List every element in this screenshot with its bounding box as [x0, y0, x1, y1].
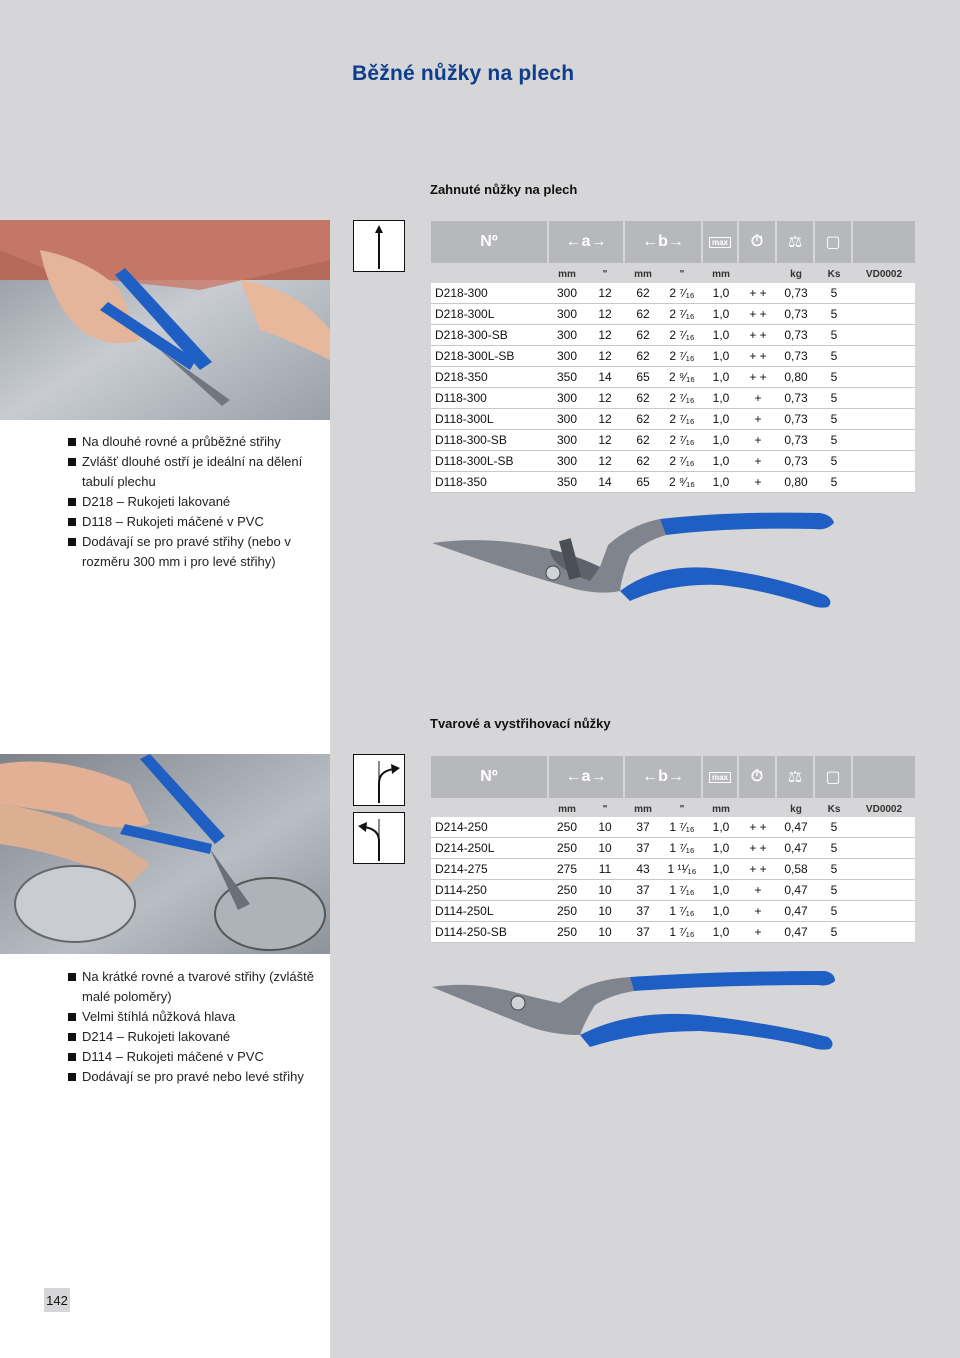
straight-cut-icon	[353, 220, 405, 272]
table-cell: 0,73	[777, 430, 815, 451]
unit-cell: VD0002	[865, 803, 903, 815]
unit-cell: "	[602, 268, 608, 280]
table-cell: +	[739, 901, 777, 922]
table-cell: 1 ⁷⁄₁₆	[661, 901, 703, 922]
table-cell: 250	[549, 817, 585, 838]
table-cell: +	[739, 472, 777, 493]
table-cell: 62	[625, 451, 661, 472]
table-cell: 2 ⁷⁄₁₆	[661, 409, 703, 430]
stopwatch-icon: ⏱	[750, 768, 764, 785]
section2-table-header	[431, 756, 915, 798]
table-cell: 2 ⁷⁄₁₆	[661, 325, 703, 346]
header-weight	[777, 756, 815, 798]
table-cell-blank	[853, 922, 915, 943]
table-row	[431, 325, 915, 346]
table-cell: 12	[585, 430, 625, 451]
table-cell: 1,0	[703, 367, 739, 388]
table-cell: 0,73	[777, 409, 815, 430]
table-cell: 11	[585, 859, 625, 880]
table-cell: 62	[625, 388, 661, 409]
header-b-label: b	[658, 768, 668, 785]
table-row	[431, 901, 915, 922]
table-cell: 14	[585, 472, 625, 493]
section2-bullet-list	[68, 967, 318, 1087]
table-cell: 1,0	[703, 922, 739, 943]
product-code-cell: D118-300L-SB	[431, 451, 549, 472]
unit-cell: mm	[712, 803, 730, 815]
unit-cell: "	[679, 803, 685, 815]
unit-cell: mm	[558, 268, 576, 280]
arrow-left-icon: ←	[642, 233, 659, 250]
table-cell: 250	[549, 880, 585, 901]
table-cell: 300	[549, 304, 585, 325]
header-hardness	[739, 756, 777, 798]
max-thickness-icon: max	[709, 772, 731, 783]
table-cell: 300	[549, 430, 585, 451]
table-cell-blank	[853, 283, 915, 304]
header-a-label: a	[581, 768, 591, 785]
table-cell: 2 ⁹⁄₁₆	[661, 367, 703, 388]
table-row	[431, 367, 915, 388]
table-cell-blank	[853, 367, 915, 388]
table-cell: 300	[549, 388, 585, 409]
header-hardness	[739, 221, 777, 263]
table-cell: 37	[625, 880, 661, 901]
table-cell: 0,47	[777, 838, 815, 859]
table-cell: 1,0	[703, 451, 739, 472]
table-cell: 5	[815, 451, 853, 472]
table-cell: 5	[815, 409, 853, 430]
table-cell: 275	[549, 859, 585, 880]
product-code-cell: D218-300L	[431, 304, 549, 325]
table-cell: +	[739, 388, 777, 409]
table-row	[431, 451, 915, 472]
product-code-cell: D214-275	[431, 859, 549, 880]
table-cell: 1 ¹¹⁄₁₆	[661, 859, 703, 880]
table-cell: 1,0	[703, 325, 739, 346]
table-cell: 10	[585, 922, 625, 943]
table-cell: 2 ⁷⁄₁₆	[661, 451, 703, 472]
table-cell: 0,80	[777, 472, 815, 493]
header-package	[815, 756, 853, 798]
scale-icon: ⚖	[787, 769, 803, 786]
unit-cell: "	[679, 268, 685, 280]
table-cell: 14	[585, 367, 625, 388]
product-code-cell: D214-250L	[431, 838, 549, 859]
table-cell: 62	[625, 325, 661, 346]
header-b-label: b	[658, 233, 668, 250]
section2-photo	[0, 754, 330, 954]
section1-table-header	[431, 221, 915, 263]
table-cell: 2 ⁷⁄₁₆	[661, 304, 703, 325]
unit-cell: kg	[790, 803, 802, 815]
table-cell: 10	[585, 838, 625, 859]
table-cell: 300	[549, 325, 585, 346]
table-cell: 300	[549, 283, 585, 304]
header-max-thickness	[703, 756, 739, 798]
table-cell: 37	[625, 817, 661, 838]
header-b	[625, 756, 703, 798]
table-cell: 43	[625, 859, 661, 880]
table-cell: 5	[815, 325, 853, 346]
header-a-label: a	[581, 233, 591, 250]
table-cell: + +	[739, 859, 777, 880]
table-cell-blank	[853, 451, 915, 472]
arrow-left-icon: ←	[565, 768, 582, 785]
bullet-item: Dodávají se pro pravé střihy (nebo v rozměru 300 mm i pro levé střihy)	[68, 532, 318, 572]
table-cell: 350	[549, 367, 585, 388]
table-cell: 0,58	[777, 859, 815, 880]
table-cell: +	[739, 409, 777, 430]
table-cell: 1,0	[703, 388, 739, 409]
table-cell: 12	[585, 346, 625, 367]
section2-spec-table	[431, 817, 915, 943]
unit-cell: Ks	[827, 803, 841, 815]
section1-product-image	[430, 505, 840, 615]
table-row	[431, 922, 915, 943]
table-cell: 5	[815, 367, 853, 388]
bullet-item: D218 – Rukojeti lakované	[68, 492, 318, 512]
product-code-cell: D114-250L	[431, 901, 549, 922]
table-row	[431, 346, 915, 367]
table-cell: 10	[585, 901, 625, 922]
table-cell: 37	[625, 838, 661, 859]
arrow-right-icon: →	[590, 768, 607, 785]
table-cell-blank	[853, 325, 915, 346]
section2-units-row	[431, 800, 915, 818]
max-thickness-icon: max	[709, 237, 731, 248]
header-weight	[777, 221, 815, 263]
section1-bullet-list	[68, 432, 318, 572]
table-cell: + +	[739, 283, 777, 304]
unit-cell: mm	[712, 268, 730, 280]
arrow-right-icon: →	[667, 768, 684, 785]
table-row	[431, 388, 915, 409]
table-cell: 2 ⁷⁄₁₆	[661, 346, 703, 367]
unit-cell	[431, 265, 549, 283]
table-cell: 1,0	[703, 817, 739, 838]
product-code-cell: D218-300L-SB	[431, 346, 549, 367]
table-cell: 1,0	[703, 838, 739, 859]
table-cell: 65	[625, 472, 661, 493]
table-cell: + +	[739, 346, 777, 367]
table-cell: 37	[625, 901, 661, 922]
table-cell: 5	[815, 304, 853, 325]
header-number: Nº	[431, 756, 549, 798]
table-cell-blank	[853, 901, 915, 922]
table-cell: 62	[625, 283, 661, 304]
product-code-cell: D218-300-SB	[431, 325, 549, 346]
table-row	[431, 304, 915, 325]
unit-cell: mm	[558, 803, 576, 815]
header-max-thickness	[703, 221, 739, 263]
scale-icon: ⚖	[787, 234, 803, 251]
table-cell: 300	[549, 451, 585, 472]
right-curve-cut-icon	[353, 754, 405, 806]
table-cell: 65	[625, 367, 661, 388]
grey-background-panel	[330, 0, 960, 1358]
unit-cell	[431, 800, 549, 818]
header-package	[815, 221, 853, 263]
table-cell: 1,0	[703, 472, 739, 493]
table-cell: 300	[549, 409, 585, 430]
table-cell: +	[739, 922, 777, 943]
box-icon: ▢	[825, 769, 841, 786]
product-code-cell: D118-350	[431, 472, 549, 493]
table-cell: 12	[585, 409, 625, 430]
table-cell: + +	[739, 838, 777, 859]
header-blank	[853, 756, 915, 798]
arrow-left-icon: ←	[642, 768, 659, 785]
table-cell: 10	[585, 880, 625, 901]
unit-cell	[739, 800, 777, 818]
table-cell: 0,73	[777, 451, 815, 472]
product-code-cell: D218-350	[431, 367, 549, 388]
table-cell: 250	[549, 922, 585, 943]
unit-cell	[739, 265, 777, 283]
table-cell: 1 ⁷⁄₁₆	[661, 838, 703, 859]
header-b	[625, 221, 703, 263]
bullet-item: D114 – Rukojeti máčené v PVC	[68, 1047, 318, 1067]
table-cell: 0,73	[777, 346, 815, 367]
bullet-item: Velmi štíhlá nůžková hlava	[68, 1007, 318, 1027]
arrow-left-icon: ←	[565, 233, 582, 250]
header-number: Nº	[431, 221, 549, 263]
table-cell: 5	[815, 880, 853, 901]
table-cell-blank	[853, 409, 915, 430]
left-curve-cut-icon	[353, 812, 405, 864]
bullet-item: Na dlouhé rovné a průběžné střihy	[68, 432, 318, 452]
table-cell: 62	[625, 430, 661, 451]
table-cell: 5	[815, 922, 853, 943]
bullet-item: Na krátké rovné a tvarové střihy (zvláště malé poloměry)	[68, 967, 318, 1007]
table-cell: 5	[815, 817, 853, 838]
table-cell-blank	[853, 880, 915, 901]
table-cell: +	[739, 880, 777, 901]
arrow-right-icon: →	[590, 233, 607, 250]
table-row	[431, 430, 915, 451]
table-row	[431, 838, 915, 859]
section2-product-image	[430, 965, 840, 1055]
table-cell: 62	[625, 346, 661, 367]
table-cell-blank	[853, 304, 915, 325]
unit-cell: VD0002	[865, 268, 903, 280]
table-cell: +	[739, 430, 777, 451]
stopwatch-icon: ⏱	[750, 233, 764, 250]
page-number: 142	[44, 1288, 70, 1312]
unit-cell: Ks	[827, 268, 841, 280]
table-cell: 350	[549, 472, 585, 493]
table-cell: 1,0	[703, 901, 739, 922]
arrow-right-icon: →	[667, 233, 684, 250]
table-row	[431, 859, 915, 880]
table-cell: 0,73	[777, 388, 815, 409]
header-a	[549, 221, 625, 263]
product-code-cell: D218-300	[431, 283, 549, 304]
table-cell: 0,47	[777, 880, 815, 901]
table-cell: 250	[549, 901, 585, 922]
table-cell: 0,73	[777, 325, 815, 346]
table-cell: 0,47	[777, 901, 815, 922]
table-cell: 1,0	[703, 346, 739, 367]
table-cell: 5	[815, 838, 853, 859]
section1-photo	[0, 220, 330, 420]
header-a	[549, 756, 625, 798]
table-cell-blank	[853, 472, 915, 493]
section1-title: Zahnuté nůžky na plech	[430, 182, 578, 197]
box-icon: ▢	[825, 234, 841, 251]
table-cell: 2 ⁷⁄₁₆	[661, 388, 703, 409]
table-cell: 250	[549, 838, 585, 859]
table-cell-blank	[853, 859, 915, 880]
table-row	[431, 283, 915, 304]
page-title: Běžné nůžky na plech	[352, 62, 575, 85]
table-cell: 12	[585, 388, 625, 409]
table-cell: 2 ⁷⁄₁₆	[661, 430, 703, 451]
table-cell: 37	[625, 922, 661, 943]
table-cell: 5	[815, 346, 853, 367]
table-cell: 12	[585, 304, 625, 325]
table-cell: 1 ⁷⁄₁₆	[661, 922, 703, 943]
table-cell: 1,0	[703, 880, 739, 901]
unit-cell: mm	[634, 803, 652, 815]
table-row	[431, 409, 915, 430]
table-cell: +	[739, 451, 777, 472]
top-left-grey-block	[0, 0, 330, 220]
table-cell: 2 ⁷⁄₁₆	[661, 283, 703, 304]
unit-cell: kg	[790, 268, 802, 280]
table-cell: + +	[739, 325, 777, 346]
table-cell: 0,73	[777, 283, 815, 304]
section1-spec-table	[431, 283, 915, 493]
table-cell: 1,0	[703, 859, 739, 880]
bullet-item: Dodávají se pro pravé nebo levé střihy	[68, 1067, 318, 1087]
table-cell: 5	[815, 430, 853, 451]
table-cell-blank	[853, 430, 915, 451]
table-cell: 5	[815, 901, 853, 922]
bullet-item: Zvlášť dlouhé ostří je ideální na dělení tabulí plechu	[68, 452, 318, 492]
table-row	[431, 472, 915, 493]
table-cell: 10	[585, 817, 625, 838]
product-code-cell: D214-250	[431, 817, 549, 838]
unit-cell: mm	[634, 268, 652, 280]
table-cell-blank	[853, 838, 915, 859]
unit-cell: "	[602, 803, 608, 815]
table-cell: 62	[625, 304, 661, 325]
table-cell: 2 ⁹⁄₁₆	[661, 472, 703, 493]
bullet-item: D118 – Rukojeti máčené v PVC	[68, 512, 318, 532]
table-cell: 1 ⁷⁄₁₆	[661, 817, 703, 838]
table-cell: 300	[549, 346, 585, 367]
table-cell: 0,80	[777, 367, 815, 388]
table-cell-blank	[853, 388, 915, 409]
table-cell: 1,0	[703, 409, 739, 430]
bullet-item: D214 – Rukojeti lakované	[68, 1027, 318, 1047]
section2-title: Tvarové a vystřihovací nůžky	[430, 716, 611, 731]
table-cell: 12	[585, 283, 625, 304]
table-cell: + +	[739, 304, 777, 325]
table-cell: 5	[815, 283, 853, 304]
product-code-cell: D114-250-SB	[431, 922, 549, 943]
product-code-cell: D118-300-SB	[431, 430, 549, 451]
header-blank	[853, 221, 915, 263]
table-cell: 5	[815, 472, 853, 493]
table-cell: 62	[625, 409, 661, 430]
table-cell: 5	[815, 859, 853, 880]
table-cell: 1,0	[703, 304, 739, 325]
product-code-cell: D118-300L	[431, 409, 549, 430]
table-cell: 5	[815, 388, 853, 409]
table-cell: + +	[739, 367, 777, 388]
table-cell: 12	[585, 451, 625, 472]
product-code-cell: D118-300	[431, 388, 549, 409]
table-cell: 12	[585, 325, 625, 346]
table-cell: 1 ⁷⁄₁₆	[661, 880, 703, 901]
table-cell-blank	[853, 817, 915, 838]
table-cell: 1,0	[703, 430, 739, 451]
table-cell-blank	[853, 346, 915, 367]
product-code-cell: D114-250	[431, 880, 549, 901]
table-cell: 0,47	[777, 922, 815, 943]
table-row	[431, 817, 915, 838]
table-cell: 0,73	[777, 304, 815, 325]
table-cell: 0,47	[777, 817, 815, 838]
table-row	[431, 880, 915, 901]
section1-units-row	[431, 265, 915, 283]
table-cell: 1,0	[703, 283, 739, 304]
table-cell: + +	[739, 817, 777, 838]
